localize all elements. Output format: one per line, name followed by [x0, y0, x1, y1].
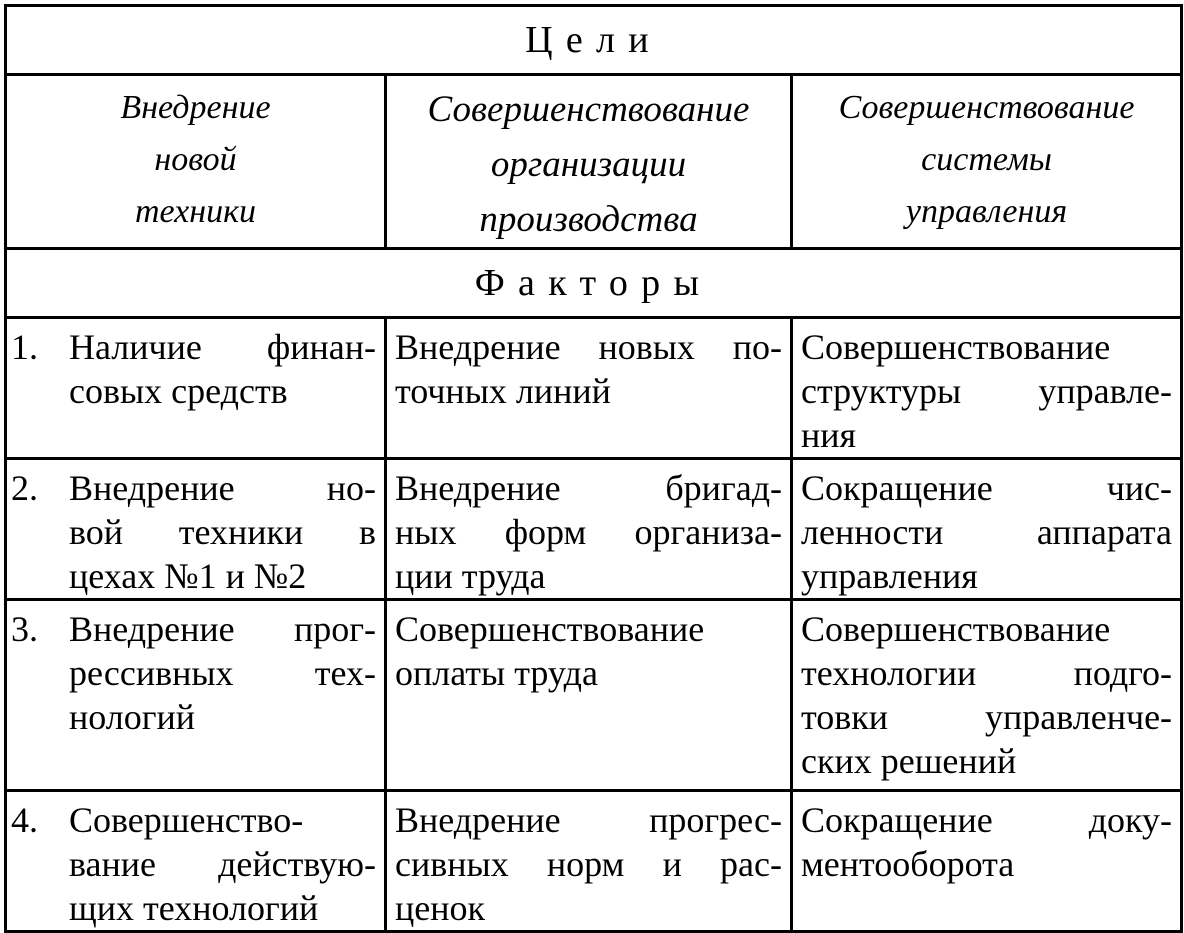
factor-cell: Совершенствование технологии подго- товки управленче- ских решений [792, 600, 1182, 791]
factor-cell: Внедрение новых по- точных линий [386, 318, 792, 459]
goal-management-system: Совершенствование системы управления [792, 75, 1182, 249]
table-row [6, 791, 1182, 932]
factors-header: Факторы [6, 249, 1182, 318]
factor-cell: Внедрение бригад- ных форм организа- ции труда [386, 459, 792, 600]
factor-cell: Внедрение прогрес- сивных норм и рас- ценок [386, 791, 792, 932]
factor-number: 1. [11, 327, 38, 367]
goals-factors-table [4, 4, 1183, 933]
goal-production-organization: Совершенствование организации производства [386, 75, 792, 249]
table-row [6, 459, 1182, 600]
factor-cell: Совершенствование оплаты труда [386, 600, 792, 791]
factor-cell: 2. Внедрение но- вой техники в цехах №1 и №2 [6, 459, 386, 600]
factor-cell: Сокращение доку- ментооборота [792, 791, 1182, 932]
goals-header: Цели [6, 6, 1182, 75]
table-row [6, 318, 1182, 459]
table-row [6, 600, 1182, 791]
factor-cell: 4. Совершенство- вание действую- щих технологий [6, 791, 386, 932]
factor-number: 4. [11, 800, 38, 840]
factor-cell: 1. Наличие финан- совых средств [6, 318, 386, 459]
factor-number: 3. [11, 609, 38, 649]
factor-number: 2. [11, 468, 38, 508]
factor-cell: Совершенствование структуры управле- ния [792, 318, 1182, 459]
goal-new-technology: Внедрение новой техники [6, 75, 386, 249]
factor-cell: 3. Внедрение прог- рессивных тех- нологий [6, 600, 386, 791]
factor-cell: Сокращение чис- ленности аппарата управления [792, 459, 1182, 600]
